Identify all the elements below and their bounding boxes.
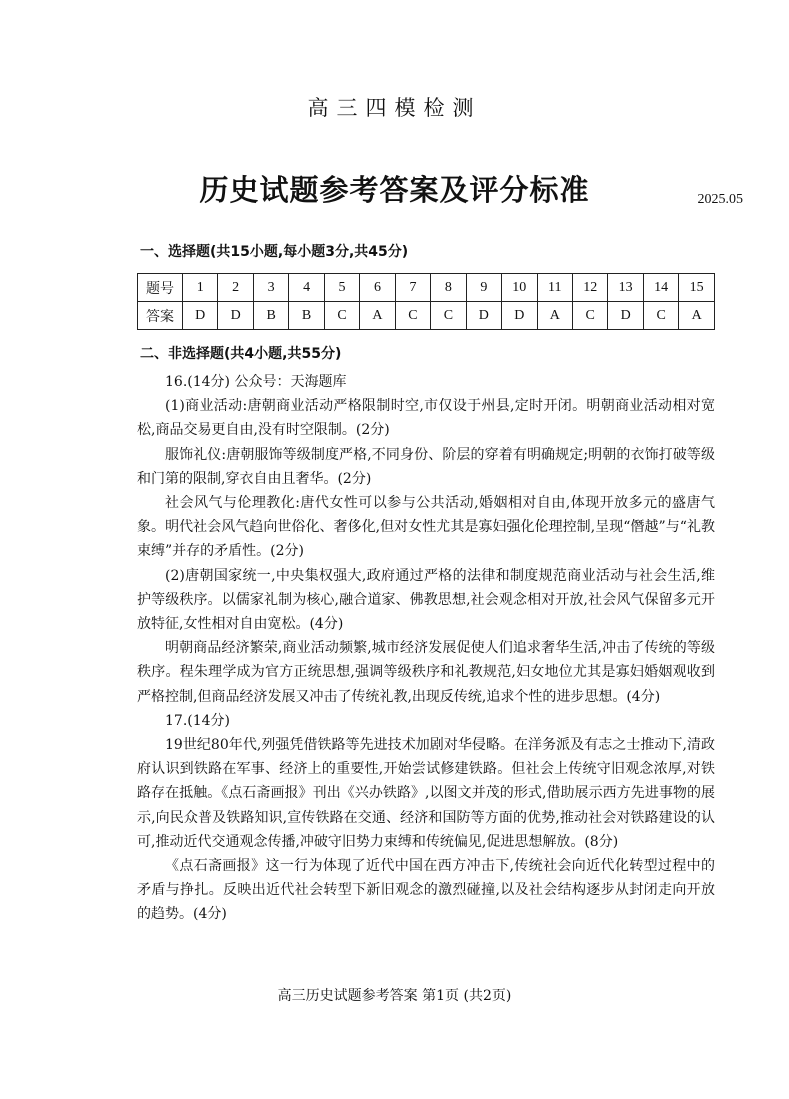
answer-cell: D	[218, 302, 253, 330]
question-16-heading: 16.(14分) 公众号：天海题库	[165, 374, 347, 390]
question-number-cell: 14	[643, 274, 678, 302]
question-number-cell: 9	[466, 274, 501, 302]
question-number-cell: 12	[572, 274, 607, 302]
question-number-cell: 11	[537, 274, 572, 302]
answer-cell: D	[608, 302, 643, 330]
answer-paragraph: 明朝商品经济繁荣,商业活动频繁,城市经济发展促使人们追求奢华生活,冲击了传统的等级秩序。程朱理学成为官方正统思想,强调等级秩序和礼教规范,妇女地位尤其是寡妇婚姻观收到严格控制,但商品经济发展又冲击了传统礼教,出现反传统,追求个性的进步思想。(4分)	[137, 640, 715, 705]
answer-row	[138, 302, 715, 330]
section-heading-choice: 一、选择题(共15小题,每小题3分,共45分)	[140, 244, 409, 260]
answer-paragraph: 服饰礼仪:唐朝服饰等级制度严格,不同身份、阶层的穿着有明确规定;明朝的衣饰打破等级和门第的限制,穿衣自由且奢华。(2分)	[137, 446, 715, 487]
answer-cell: D	[466, 302, 501, 330]
question-number-cell: 6	[360, 274, 395, 302]
question-number-cell: 3	[253, 274, 288, 302]
answer-cell: C	[572, 302, 607, 330]
answer-cell: A	[537, 302, 572, 330]
question-number-cell: 13	[608, 274, 643, 302]
row-label-answer: 答案	[138, 302, 183, 330]
question-number-cell: 2	[218, 274, 253, 302]
answer-cell: A	[360, 302, 395, 330]
document-title: 历史试题参考答案及评分标准	[199, 173, 590, 207]
row-label-question-number: 题号	[138, 274, 183, 302]
document-date: 2025.05	[697, 192, 743, 207]
section-heading-non-choice: 二、非选择题(共4小题,共55分)	[140, 346, 342, 362]
answer-cell: A	[679, 302, 715, 330]
answer-paragraph: 《点石斋画报》这一行为体现了近代中国在西方冲击下,传统社会向近代化转型过程中的矛盾与挣扎。反映出近代社会转型下新旧观念的激烈碰撞,以及社会结构逐步从封闭走向开放的趋势。(4分)	[137, 858, 715, 923]
answer-cell: C	[324, 302, 359, 330]
question-number-row	[138, 274, 715, 302]
answer-cell: C	[395, 302, 430, 330]
question-17-heading: 17.(14分)	[165, 712, 231, 729]
answer-paragraph: (1)商业活动:唐朝商业活动严格限制时空,市仅设于州县,定时开闭。明朝商业活动相对宽松,商品交易更自由,没有时空限制。(2分)	[137, 398, 715, 439]
answer-paragraph: 社会风气与伦理教化:唐代女性可以参与公共活动,婚姻相对自由,体现开放多元的盛唐气象。明代社会风气趋向世俗化、奢侈化,但对女性尤其是寡妇强化伦理控制,呈现“僭越”与“礼教束缚”并存的矛盾性。(2分)	[137, 495, 715, 560]
answer-cell: B	[253, 302, 288, 330]
question-number-cell: 7	[395, 274, 430, 302]
answer-cell: D	[502, 302, 537, 330]
answer-key-table	[137, 273, 715, 330]
exam-title: 高三四模检测	[307, 96, 482, 120]
question-number-cell: 4	[289, 274, 324, 302]
question-number-cell: 15	[679, 274, 715, 302]
answer-paragraph: 19世纪80年代,列强凭借铁路等先进技术加剧对华侵略。在洋务派及有志之士推动下,清政府认识到铁路在军事、经济上的重要性,开始尝试修建铁路。但社会上传统守旧观念浓厚,对铁路存在抵触。《点石斋画报》刊出《兴办铁路》,以图文并茂的形式,借助展示西方先进事物的展示,向民众普及铁路知识,宣传铁路在交通、经济和国防等方面的优势,推动社会对铁路建设的认可,推动近代交通观念传播,冲破守旧势力束缚和传统偏见,促进思想解放。(8分)	[137, 737, 715, 850]
question-number-cell: 10	[502, 274, 537, 302]
answer-body	[137, 370, 715, 927]
answer-cell: B	[289, 302, 324, 330]
page-footer: 高三历史试题参考答案 第1页 (共2页)	[277, 988, 512, 1004]
answer-cell: C	[431, 302, 466, 330]
answer-cell: D	[183, 302, 218, 330]
answer-cell: C	[643, 302, 678, 330]
question-number-cell: 5	[324, 274, 359, 302]
answer-paragraph: (2)唐朝国家统一,中央集权强大,政府通过严格的法律和制度规范商业活动与社会生活,维护等级秩序。以儒家礼制为核心,融合道家、佛教思想,社会观念相对开放,社会风气保留多元开放特征,女性相对自由宽松。(4分)	[137, 567, 715, 633]
question-number-cell: 1	[183, 274, 218, 302]
question-number-cell: 8	[431, 274, 466, 302]
